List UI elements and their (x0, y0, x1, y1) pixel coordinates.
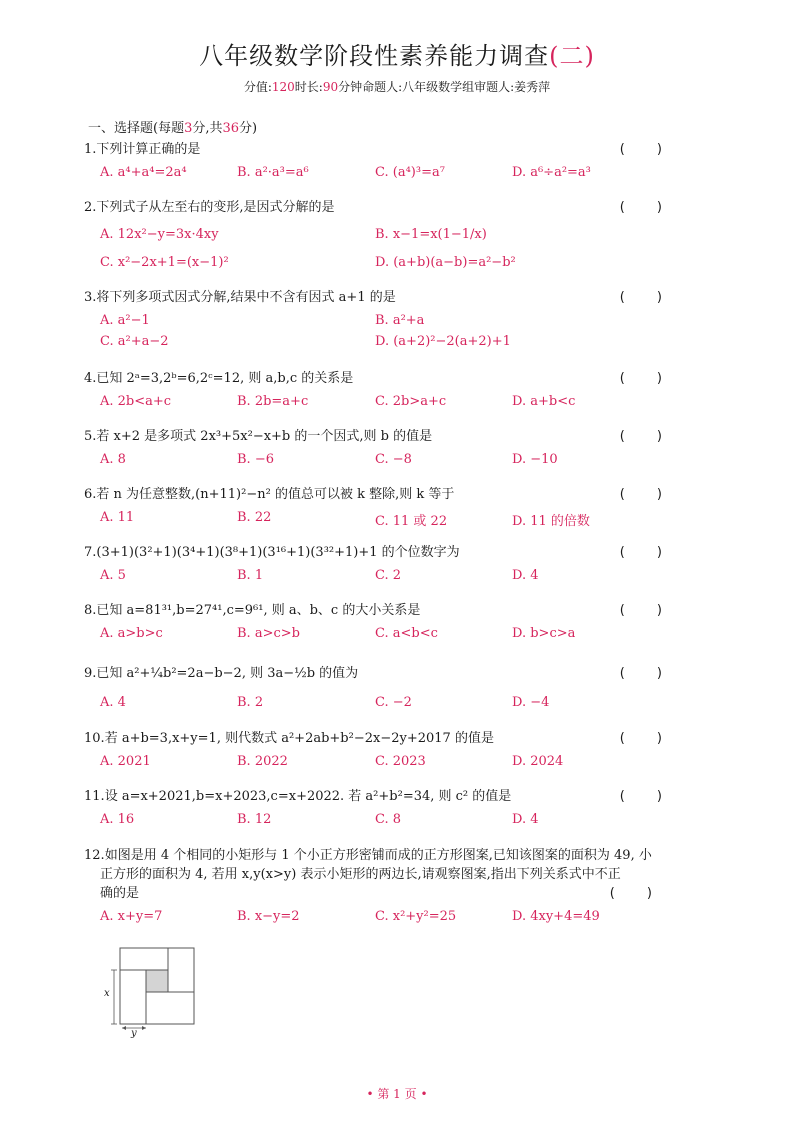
question-number: 6. (84, 487, 97, 502)
option-c: C. 8 (375, 812, 402, 827)
option-a: A. a⁴+a⁴=2a⁴ (100, 165, 187, 180)
option-b: B. −6 (237, 452, 274, 467)
option-d: D. 4xy+4=49 (512, 909, 600, 924)
option-d: D. 11 的倍数 (512, 514, 590, 529)
answer-blank[interactable]: ( ) (619, 789, 676, 804)
question-stem: 下列计算正确的是 (96, 142, 201, 157)
option-c: C. (a⁴)³=a⁷ (375, 165, 445, 180)
option-d: D. b>c>a (512, 626, 576, 641)
question-number: 5. (84, 429, 97, 444)
tiling-figure (96, 944, 206, 1039)
option-b: B. x−1=x(1−1/x) (375, 227, 487, 242)
question-7 (84, 543, 684, 588)
question-4 (84, 369, 684, 414)
question-number: 9. (84, 666, 97, 681)
option-a: A. 5 (100, 568, 126, 583)
option-d: D. (a+2)²−2(a+2)+1 (375, 334, 511, 349)
answer-blank[interactable]: ( ) (619, 603, 676, 618)
option-b: B. 22 (237, 510, 272, 525)
option-c: C. 11 或 22 (375, 514, 448, 529)
answer-blank[interactable]: ( ) (619, 200, 676, 215)
question-1 (84, 140, 684, 185)
time-value: 90 (322, 80, 339, 94)
section-end: 分) (239, 121, 258, 136)
question-number: 11. (84, 789, 105, 804)
answer-blank[interactable]: ( ) (619, 142, 676, 157)
option-a: A. x+y=7 (100, 909, 163, 924)
answer-blank[interactable]: ( ) (619, 429, 676, 444)
option-d: D. a⁶÷a²=a³ (512, 165, 591, 180)
option-b: B. a>c>b (237, 626, 300, 641)
option-b: B. 2b=a+c (237, 394, 309, 409)
option-d: D. 4 (512, 812, 539, 827)
option-d: D. 4 (512, 568, 539, 583)
figure-label-y: y (131, 1028, 137, 1039)
question-stem: 已知 a²+¼b²=2a−b−2, 则 3a−½b 的值为 (96, 666, 359, 681)
answer-blank[interactable]: ( ) (619, 487, 676, 502)
answer-blank[interactable]: ( ) (619, 545, 676, 560)
answer-blank[interactable]: ( ) (619, 666, 676, 681)
answer-blank[interactable]: ( ) (619, 731, 676, 746)
question-stem: 下列式子从左至右的变形,是因式分解的是 (96, 200, 335, 215)
question-10 (84, 729, 684, 774)
question-number: 8. (84, 603, 97, 618)
author-info: 分钟命题人:八年级数学组审题人:姜秀萍 (338, 80, 551, 94)
question-stem: 已知 2ᵃ=3,2ᵇ=6,2ᶜ=12, 则 a,b,c 的关系是 (96, 371, 354, 386)
option-d: D. −4 (512, 695, 550, 710)
option-c: C. a<b<c (375, 626, 438, 641)
question-number: 4. (84, 371, 97, 386)
score-label: 分值: (243, 80, 272, 94)
option-c: C. 2 (375, 568, 402, 583)
page-title (0, 36, 794, 71)
option-c: C. 2b>a+c (375, 394, 447, 409)
question-6 (84, 485, 684, 530)
time-label: 时长: (294, 80, 323, 94)
option-b: B. a²+a (375, 313, 425, 328)
option-a: A. 2b<a+c (100, 394, 172, 409)
option-b: B. 2022 (237, 754, 288, 769)
tiling-diagram (96, 944, 206, 1036)
question-3 (84, 288, 684, 359)
option-d: D. (a+b)(a−b)=a²−b² (375, 255, 516, 270)
answer-blank[interactable]: ( ) (619, 371, 676, 386)
question-number: 10. (84, 731, 105, 746)
question-number: 12. (84, 848, 105, 863)
option-c: C. x²+y²=25 (375, 909, 457, 924)
score-value: 120 (271, 80, 295, 94)
option-b: B. 1 (237, 568, 264, 583)
option-a: A. 4 (100, 695, 126, 710)
question-stem-line-3: 确的是 (100, 886, 140, 901)
question-number: 2. (84, 200, 97, 215)
question-5 (84, 427, 684, 472)
question-number: 1. (84, 142, 97, 157)
answer-blank[interactable]: ( ) (619, 290, 676, 305)
question-stem-line-2: 正方形的面积为 4, 若用 x,y(x>y) 表示小矩形的两边长,请观察图案,指出下列关系式中不正 (100, 867, 621, 882)
option-a: A. a²−1 (100, 313, 150, 328)
option-d: D. a+b<c (512, 394, 576, 409)
option-a: A. 2021 (100, 754, 151, 769)
figure-label-x: x (104, 988, 110, 999)
option-a: A. 8 (100, 452, 126, 467)
section-total: 36 (222, 121, 240, 136)
section-per-score: 3 (184, 121, 193, 136)
question-number: 3. (84, 290, 97, 305)
section-heading (88, 117, 257, 136)
question-11 (84, 787, 684, 832)
option-d: D. 2024 (512, 754, 564, 769)
section-mid: 分,共 (192, 121, 223, 136)
question-stem-line-1: 如图是用 4 个相同的小矩形与 1 个小正方形密铺而成的正方形图案,已知该图案的面积为 49, 小 (104, 848, 652, 863)
question-2 (84, 198, 684, 279)
question-12 (84, 846, 684, 929)
option-b: B. 12 (237, 812, 272, 827)
option-b: B. x−y=2 (237, 909, 300, 924)
option-a: A. a>b>c (100, 626, 163, 641)
option-c: C. 2023 (375, 754, 426, 769)
option-c: C. x²−2x+1=(x−1)² (100, 255, 229, 270)
question-stem: 已知 a=81³¹,b=27⁴¹,c=9⁶¹, 则 a、b、c 的大小关系是 (96, 603, 421, 618)
option-a: A. 11 (100, 510, 135, 525)
question-number: 7. (84, 545, 97, 560)
question-stem: 若 x+2 是多项式 2x³+5x²−x+b 的一个因式,则 b 的值是 (96, 429, 433, 444)
question-stem: 若 a+b=3,x+y=1, 则代数式 a²+2ab+b²−2x−2y+2017 的值是 (104, 731, 494, 746)
option-a: A. 16 (100, 812, 135, 827)
option-c: C. −2 (375, 695, 412, 710)
option-b: B. a²·a³=a⁶ (237, 165, 309, 180)
option-b: B. 2 (237, 695, 264, 710)
option-a: A. 12x²−y=3x·4xy (100, 227, 219, 242)
section-label: 一、选择题(每题 (88, 121, 185, 136)
option-c: C. −8 (375, 452, 412, 467)
question-stem: 将下列多项式因式分解,结果中不含有因式 a+1 的是 (96, 290, 396, 305)
title-accent: (二) (549, 42, 595, 70)
title-main: 八年级数学阶段性素养能力调查 (199, 42, 550, 70)
exam-info (0, 78, 794, 95)
option-d: D. −10 (512, 452, 558, 467)
question-9 (84, 664, 684, 715)
page-footer: • 第 1 页 • (366, 1087, 428, 1101)
answer-blank[interactable]: ( ) (609, 886, 666, 901)
question-stem: 设 a=x+2021,b=x+2023,c=x+2022. 若 a²+b²=34, 则 c² 的值是 (104, 789, 512, 804)
question-8 (84, 601, 684, 646)
option-c: C. a²+a−2 (100, 334, 169, 349)
question-stem: (3+1)(3²+1)(3⁴+1)(3⁸+1)(3¹⁶+1)(3³²+1)+1 的个位数字为 (96, 545, 460, 560)
question-stem: 若 n 为任意整数,(n+11)²−n² 的值总可以被 k 整除,则 k 等于 (96, 487, 455, 502)
